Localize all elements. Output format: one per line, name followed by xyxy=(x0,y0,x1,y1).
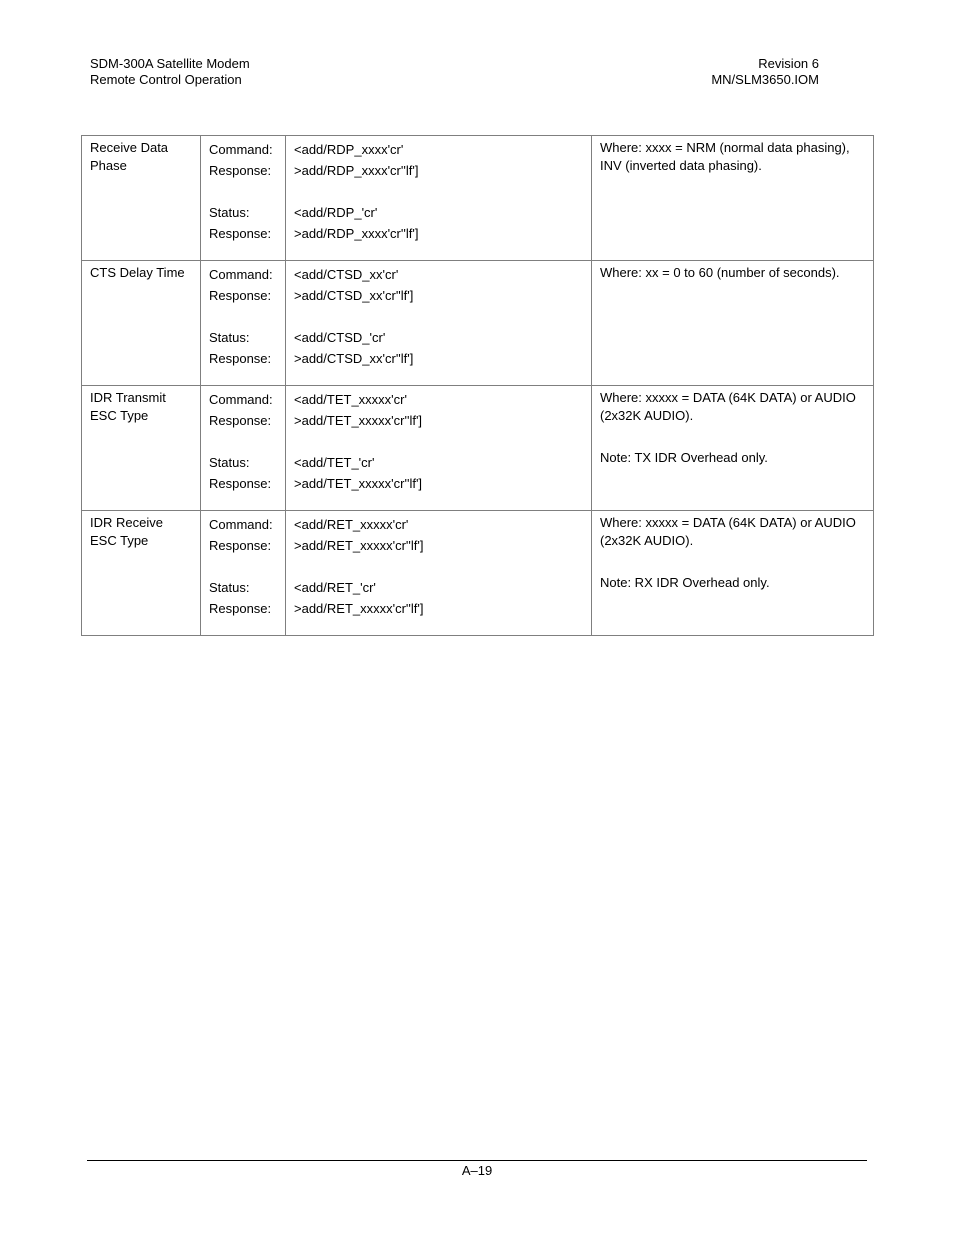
response-label: Response: xyxy=(209,351,272,366)
parameter-name: CTS Delay Time xyxy=(90,265,185,280)
parameter-name: IDR Receive ESC Type xyxy=(90,515,163,548)
spacer xyxy=(209,181,277,202)
syntax-cell xyxy=(286,136,592,261)
status-response-syntax: >add/RET_xxxxx'cr''lf'] xyxy=(294,601,424,616)
command-syntax: <add/RDP_xxxx'cr' xyxy=(294,142,404,157)
syntax-cell xyxy=(286,511,592,636)
response-syntax: >add/CTSD_xx'cr''lf'] xyxy=(294,288,414,303)
parameter-name: Receive Data Phase xyxy=(90,140,169,173)
description-text: Where: xxxx = NRM (normal data phasing), INV (inverted data phasing). xyxy=(600,140,850,173)
response-syntax: >add/RET_xxxxx'cr''lf'] xyxy=(294,538,424,553)
status-label: Status: xyxy=(209,205,250,220)
command-table xyxy=(81,135,874,636)
syntax-cell xyxy=(286,261,592,386)
command-syntax: <add/RET_xxxxx'cr' xyxy=(294,517,409,532)
response-label: Response: xyxy=(209,163,272,178)
description-cell xyxy=(592,386,874,511)
parameter-cell xyxy=(82,386,201,511)
parameter-cell xyxy=(82,136,201,261)
spacer xyxy=(209,556,277,577)
label-cell xyxy=(201,261,286,386)
header-right xyxy=(711,56,819,88)
response-label: Response: xyxy=(209,476,272,491)
response-label: Response: xyxy=(209,538,272,553)
description-cell xyxy=(592,511,874,636)
syntax-cell xyxy=(286,386,592,511)
parameter-name: IDR Transmit ESC Type xyxy=(90,390,166,423)
label-cell xyxy=(201,386,286,511)
table-row xyxy=(82,136,874,261)
table-row xyxy=(82,511,874,636)
revision-label: Revision 6 xyxy=(758,56,819,71)
status-label: Status: xyxy=(209,455,250,470)
command-label: Command: xyxy=(209,517,273,532)
spacer xyxy=(209,306,277,327)
status-syntax: <add/CTSD_'cr' xyxy=(294,330,386,345)
description-note: Note: RX IDR Overhead only. xyxy=(600,575,770,590)
description-text: Where: xx = 0 to 60 (number of seconds). xyxy=(600,265,840,280)
parameter-cell xyxy=(82,511,201,636)
description-text: Where: xxxxx = DATA (64K DATA) or AUDIO (2x32K AUDIO). xyxy=(600,515,856,548)
command-label: Command: xyxy=(209,392,273,407)
spacer xyxy=(294,556,583,577)
document-number: MN/SLM3650.IOM xyxy=(711,72,819,87)
description-note: Note: TX IDR Overhead only. xyxy=(600,450,768,465)
command-label: Command: xyxy=(209,267,273,282)
table-row xyxy=(82,386,874,511)
response-syntax: >add/RDP_xxxx'cr''lf'] xyxy=(294,163,419,178)
description-text: Where: xxxxx = DATA (64K DATA) or AUDIO (2x32K AUDIO). xyxy=(600,390,856,423)
command-syntax: <add/TET_xxxxx'cr' xyxy=(294,392,407,407)
footer-divider xyxy=(87,1160,867,1161)
response-label: Response: xyxy=(209,288,272,303)
status-response-syntax: >add/TET_xxxxx'cr''lf'] xyxy=(294,476,423,491)
status-response-syntax: >add/CTSD_xx'cr''lf'] xyxy=(294,351,414,366)
status-syntax: <add/RET_'cr' xyxy=(294,580,376,595)
response-label: Response: xyxy=(209,413,272,428)
header-left xyxy=(90,56,250,88)
status-syntax: <add/RDP_'cr' xyxy=(294,205,378,220)
command-label: Command: xyxy=(209,142,273,157)
parameter-cell xyxy=(82,261,201,386)
status-response-syntax: >add/RDP_xxxx'cr''lf'] xyxy=(294,226,419,241)
label-cell xyxy=(201,136,286,261)
description-cell xyxy=(592,136,874,261)
status-label: Status: xyxy=(209,580,250,595)
label-cell xyxy=(201,511,286,636)
spacer xyxy=(294,181,583,202)
response-syntax: >add/TET_xxxxx'cr''lf'] xyxy=(294,413,423,428)
document-subtitle: Remote Control Operation xyxy=(90,72,242,87)
response-label: Response: xyxy=(209,226,272,241)
page-number: A–19 xyxy=(461,1163,493,1178)
document-title: SDM-300A Satellite Modem xyxy=(90,56,250,71)
spacer xyxy=(294,431,583,452)
spacer xyxy=(294,306,583,327)
spacer xyxy=(209,431,277,452)
table-row xyxy=(82,261,874,386)
description-cell xyxy=(592,261,874,386)
status-syntax: <add/TET_'cr' xyxy=(294,455,375,470)
command-syntax: <add/CTSD_xx'cr' xyxy=(294,267,399,282)
response-label: Response: xyxy=(209,601,272,616)
status-label: Status: xyxy=(209,330,250,345)
